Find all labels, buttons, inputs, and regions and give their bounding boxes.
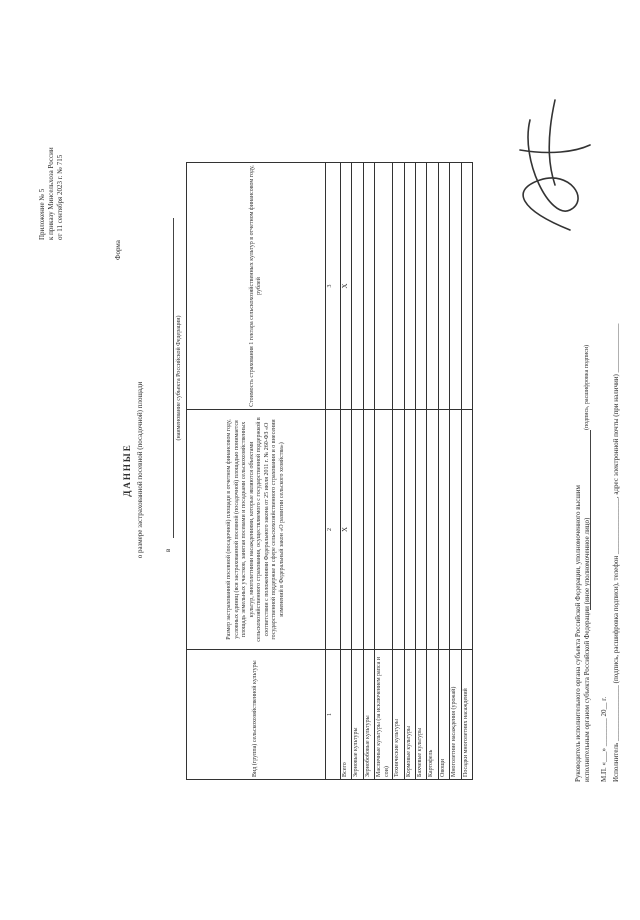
- cell-insured-area: X: [341, 410, 352, 650]
- column-number-row: [326, 163, 341, 780]
- signature-caption: (подпись, расшифровка подписи): [584, 344, 590, 430]
- table-row: [363, 163, 374, 780]
- cell-insured-area: [438, 410, 449, 650]
- row-label: Многолетние насаждения (урожай): [450, 650, 461, 780]
- row-label: Картофель: [427, 650, 438, 780]
- row-label: Всего: [341, 650, 352, 780]
- rotated-form: [20, 40, 620, 900]
- column-number: 3: [326, 163, 341, 410]
- cell-insurance-cost: [404, 163, 415, 410]
- cell-insured-area: [415, 410, 426, 650]
- row-label: Зерновые культуры: [352, 650, 363, 780]
- header-insured-area: Размер застрахованной посевной (посадочной) площади в отчетном финансовом году, условных единиц (вся застрахованной посевной (посадочной) площадью понимается площадь земельных участков, занятая посевами и посадками сельскохозяйственных культур, многолетними насаждениями, которые являются объектами сельскохозяйственного страхования, осуществляемого с государственной поддержкой в соответствии с положениями Федерального закона от 25 июля 2011 г. № 260-ФЗ «О государственной поддержке в сфере сельскохозяйственного страхования и о внесении изменений в Федеральный закон «О развитии сельского хозяйства»): [187, 410, 326, 650]
- table-row: [341, 163, 352, 780]
- row-label: Масличные культуры (за исключением рапса и сои): [375, 650, 393, 780]
- table-row: [438, 163, 449, 780]
- cell-insurance-cost: X: [341, 163, 352, 410]
- cell-insurance-cost: [375, 163, 393, 410]
- table-row: [375, 163, 393, 780]
- header-crop-type: Вид (группа) сельскохозяйственной культуры: [187, 650, 326, 780]
- table-row: [415, 163, 426, 780]
- cell-insured-area: [393, 410, 404, 650]
- table-row: [404, 163, 415, 780]
- document-title: ДАННЫЕ: [122, 443, 132, 497]
- appendix-note: [38, 60, 65, 240]
- table-header-row: [187, 163, 326, 780]
- cell-insurance-cost: [415, 163, 426, 410]
- table-row: [427, 163, 438, 780]
- appendix-line: к приказу Минсельхоза России: [47, 147, 55, 240]
- row-label: Кормовые культуры: [404, 650, 415, 780]
- form-label: Форма: [114, 240, 122, 260]
- row-label: Овощи: [438, 650, 449, 780]
- subject-caption: (наименование субъекта Российской Федерации): [176, 315, 182, 441]
- cell-insured-area: [375, 410, 393, 650]
- row-label: Посадки многолетних насаждений: [461, 650, 472, 780]
- handwritten-signature: [500, 90, 600, 240]
- signatory-line-1: Руководитель исполнительного органа субъекта Российской Федерации, уполномоченного высшим: [574, 485, 582, 782]
- subject-fill-line: [173, 218, 174, 538]
- subject-prefix: в: [164, 548, 172, 552]
- cell-insurance-cost: [393, 163, 404, 410]
- cell-insurance-cost: [363, 163, 374, 410]
- appendix-line: от 11 сентября 2023 г. № 715: [56, 154, 64, 240]
- header-insurance-cost: Стоимость страхования 1 гектара сельскохозяйственных культур в отчетном финансовом году, рублей: [187, 163, 326, 410]
- cell-insured-area: [404, 410, 415, 650]
- cell-insurance-cost: [438, 163, 449, 410]
- cell-insured-area: [461, 410, 472, 650]
- column-number: 2: [326, 410, 341, 650]
- row-label: Зернобобовые культуры: [363, 650, 374, 780]
- row-label: Технические культуры: [393, 650, 404, 780]
- cell-insured-area: [363, 410, 374, 650]
- table-row: [450, 163, 461, 780]
- appendix-line: Приложение № 5: [38, 188, 46, 240]
- cell-insurance-cost: [450, 163, 461, 410]
- document-subtitle: о размере застрахованной посевной (посадочной) площади: [136, 381, 144, 559]
- cell-insurance-cost: [427, 163, 438, 410]
- cell-insurance-cost: [352, 163, 363, 410]
- signature-fill-line: [590, 430, 591, 610]
- cell-insured-area: [450, 410, 461, 650]
- table-row: [393, 163, 404, 780]
- cell-insured-area: [352, 410, 363, 650]
- cell-insured-area: [427, 410, 438, 650]
- row-label: Бахчевые культуры: [415, 650, 426, 780]
- data-table: [186, 162, 473, 780]
- table-row: [352, 163, 363, 780]
- column-number: 1: [326, 650, 341, 780]
- stamp-date-line: М.П. «___» ________ 20__ г.: [600, 696, 608, 782]
- executor-line: Исполнитель ________________ (подпись, расшифровка подписи), телефон ________________, адрес электронной почты (при наличии) ______________: [612, 323, 620, 782]
- cell-insurance-cost: [461, 163, 472, 410]
- table-row: [461, 163, 472, 780]
- signatory-line-2: исполнительным органом субъекта Российской Федерации (иное уполномоченное лицо): [583, 517, 591, 782]
